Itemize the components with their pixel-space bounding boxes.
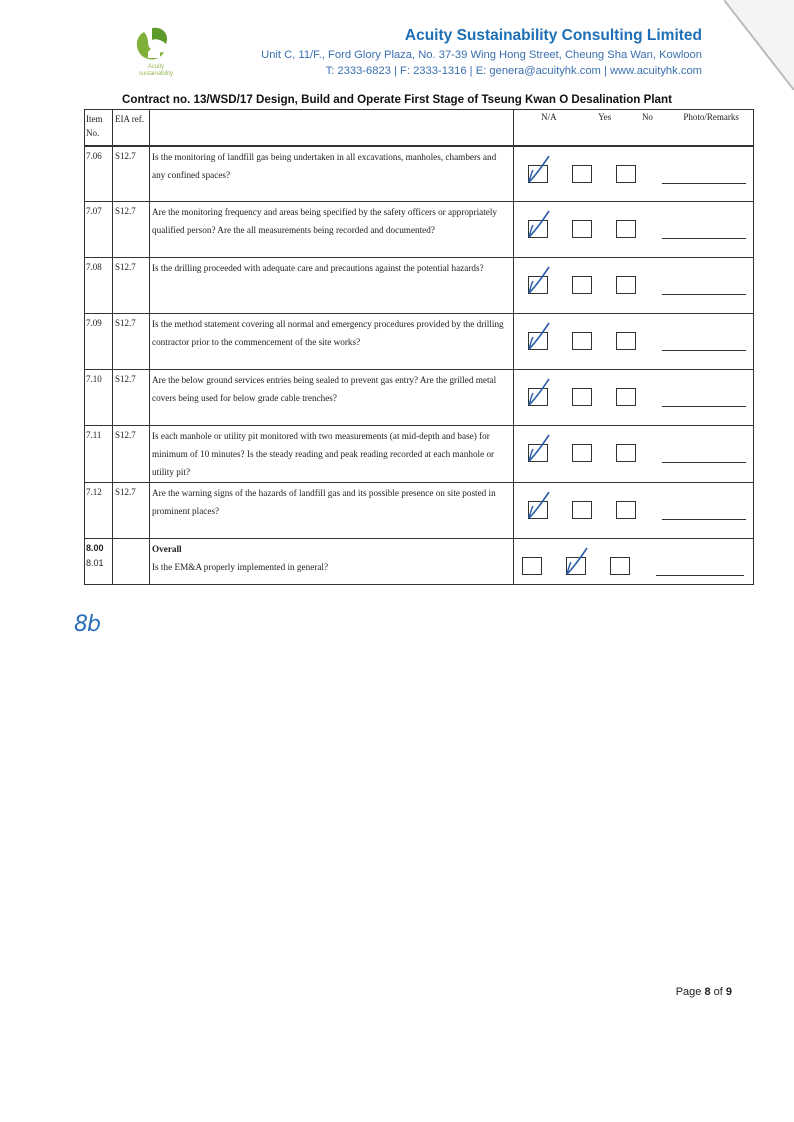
na-checkbox[interactable] <box>528 444 548 462</box>
yes-checkbox[interactable] <box>572 444 592 462</box>
sub-item-no: 8.01 <box>86 558 104 568</box>
yes-checkbox[interactable] <box>572 220 592 238</box>
item-no: 7.09 <box>85 314 113 370</box>
na-checkbox[interactable] <box>528 501 548 519</box>
table-header-row <box>85 110 754 146</box>
na-checkbox[interactable] <box>528 165 548 183</box>
section-eia-ref <box>113 539 150 585</box>
item-description: Is the method statement covering all normal and emergency procedures provided by the drilling contractor prior to the commencement of the site works? <box>150 314 514 370</box>
table-row <box>85 314 754 370</box>
company-name: Acuity Sustainability Consulting Limited <box>404 27 702 44</box>
yes-checkbox[interactable] <box>566 557 586 575</box>
options-cell <box>514 483 754 539</box>
na-checkbox[interactable] <box>522 557 542 575</box>
remarks-line[interactable] <box>662 238 746 239</box>
table-row <box>85 146 754 202</box>
header-na: N/A <box>541 112 557 122</box>
item-description: Are the below ground services entries being sealed to prevent gas entry? Are the grilled metal covers being used for below grade cable trenches? <box>150 370 514 426</box>
section-description-cell <box>150 539 514 585</box>
eia-ref: S12.7 <box>113 258 150 314</box>
section-description: Is the EM&A properly implemented in general? <box>152 562 329 572</box>
item-description: Is the drilling proceeded with adequate care and precautions against the potential hazards? <box>150 258 514 314</box>
no-checkbox[interactable] <box>616 444 636 462</box>
remarks-line[interactable] <box>662 462 746 463</box>
na-checkbox[interactable] <box>528 220 548 238</box>
item-description: Are the warning signs of the hazards of landfill gas and its possible presence on site posted in prominent places? <box>150 483 514 539</box>
yes-checkbox[interactable] <box>572 332 592 350</box>
options-cell <box>514 314 754 370</box>
header-remarks: Photo/Remarks <box>683 112 739 122</box>
company-contact: T: 2333-6823 | F: 2333-1316 | E: genera@acuityhk.com | www.acuityhk.com <box>325 65 702 77</box>
page-sep: of <box>710 986 726 998</box>
item-no: 7.11 <box>85 426 113 483</box>
header-no: No <box>641 112 653 122</box>
yes-checkbox[interactable] <box>572 165 592 183</box>
eia-ref: S12.7 <box>113 483 150 539</box>
table-row <box>85 426 754 483</box>
no-checkbox[interactable] <box>610 557 630 575</box>
company-address: Unit C, 11/F., Ford Glory Plaza, No. 37-39 Wing Hong Street, Cheung Sha Wan, Kowloon <box>261 49 702 61</box>
item-no: 7.07 <box>85 202 113 258</box>
options-cell <box>514 370 754 426</box>
item-no: 7.12 <box>85 483 113 539</box>
na-checkbox[interactable] <box>528 276 548 294</box>
header-description <box>150 110 514 146</box>
eia-ref: S12.7 <box>113 314 150 370</box>
no-checkbox[interactable] <box>616 165 636 183</box>
table-row <box>85 202 754 258</box>
section-title: Overall <box>152 544 182 554</box>
eia-ref: S12.7 <box>113 426 150 483</box>
header-eia-ref: EIA ref. <box>113 110 150 146</box>
logo-caption <box>128 64 184 78</box>
page-number <box>676 986 732 998</box>
yes-checkbox[interactable] <box>572 276 592 294</box>
remarks-line[interactable] <box>662 183 746 184</box>
contract-title: Contract no. 13/WSD/17 Design, Build and Operate First Stage of Tseung Kwan O Desalination Plant <box>122 93 672 106</box>
page-total: 9 <box>725 986 732 998</box>
table-row-section <box>85 539 754 585</box>
item-description: Is each manhole or utility pit monitored with two measurements (at mid-depth and base) for minimum of 10 minutes? Is the steady reading and peak reading recorded at each manhole or utility pit? <box>150 426 514 483</box>
options-cell <box>514 146 754 202</box>
header-yes: Yes <box>598 112 612 122</box>
eia-ref: S12.7 <box>113 202 150 258</box>
item-no: 7.10 <box>85 370 113 426</box>
page-fold-corner <box>724 0 794 90</box>
options-cell <box>514 539 754 585</box>
page-current: 8 <box>704 986 711 998</box>
remarks-line[interactable] <box>656 575 744 576</box>
no-checkbox[interactable] <box>616 276 636 294</box>
remarks-line[interactable] <box>662 350 746 351</box>
header-item-no: Item No. <box>85 110 113 146</box>
page-prefix: Page <box>675 986 705 998</box>
remarks-line[interactable] <box>662 406 746 407</box>
yes-checkbox[interactable] <box>572 501 592 519</box>
options-cell <box>514 426 754 483</box>
na-checkbox[interactable] <box>528 332 548 350</box>
item-description: Is the monitoring of landfill gas being undertaken in all excavations, manholes, chambers and any confined spaces? <box>150 146 514 202</box>
header-options <box>514 110 754 146</box>
table-row <box>85 258 754 314</box>
remarks-line[interactable] <box>662 294 746 295</box>
section-item-no: 8.00 <box>86 543 104 553</box>
logo-text-line2: sustainability <box>138 71 174 77</box>
no-checkbox[interactable] <box>616 332 636 350</box>
table-row <box>85 483 754 539</box>
no-checkbox[interactable] <box>616 501 636 519</box>
options-cell <box>514 258 754 314</box>
item-description: Are the monitoring frequency and areas being specified by the safety officers or appropriately qualified person? Are the all measurements being recorded and documented? <box>150 202 514 258</box>
table-row <box>85 370 754 426</box>
item-no: 7.06 <box>85 146 113 202</box>
checklist-table <box>84 109 754 585</box>
no-checkbox[interactable] <box>616 388 636 406</box>
na-checkbox[interactable] <box>528 388 548 406</box>
no-checkbox[interactable] <box>616 220 636 238</box>
options-cell <box>514 202 754 258</box>
section-item-cell <box>85 539 113 585</box>
item-no: 7.08 <box>85 258 113 314</box>
yes-checkbox[interactable] <box>572 388 592 406</box>
handwritten-note: 8b <box>74 612 100 637</box>
logo-text-line1: Acuity <box>147 64 165 70</box>
eia-ref: S12.7 <box>113 146 150 202</box>
eia-ref: S12.7 <box>113 370 150 426</box>
remarks-line[interactable] <box>662 519 746 520</box>
